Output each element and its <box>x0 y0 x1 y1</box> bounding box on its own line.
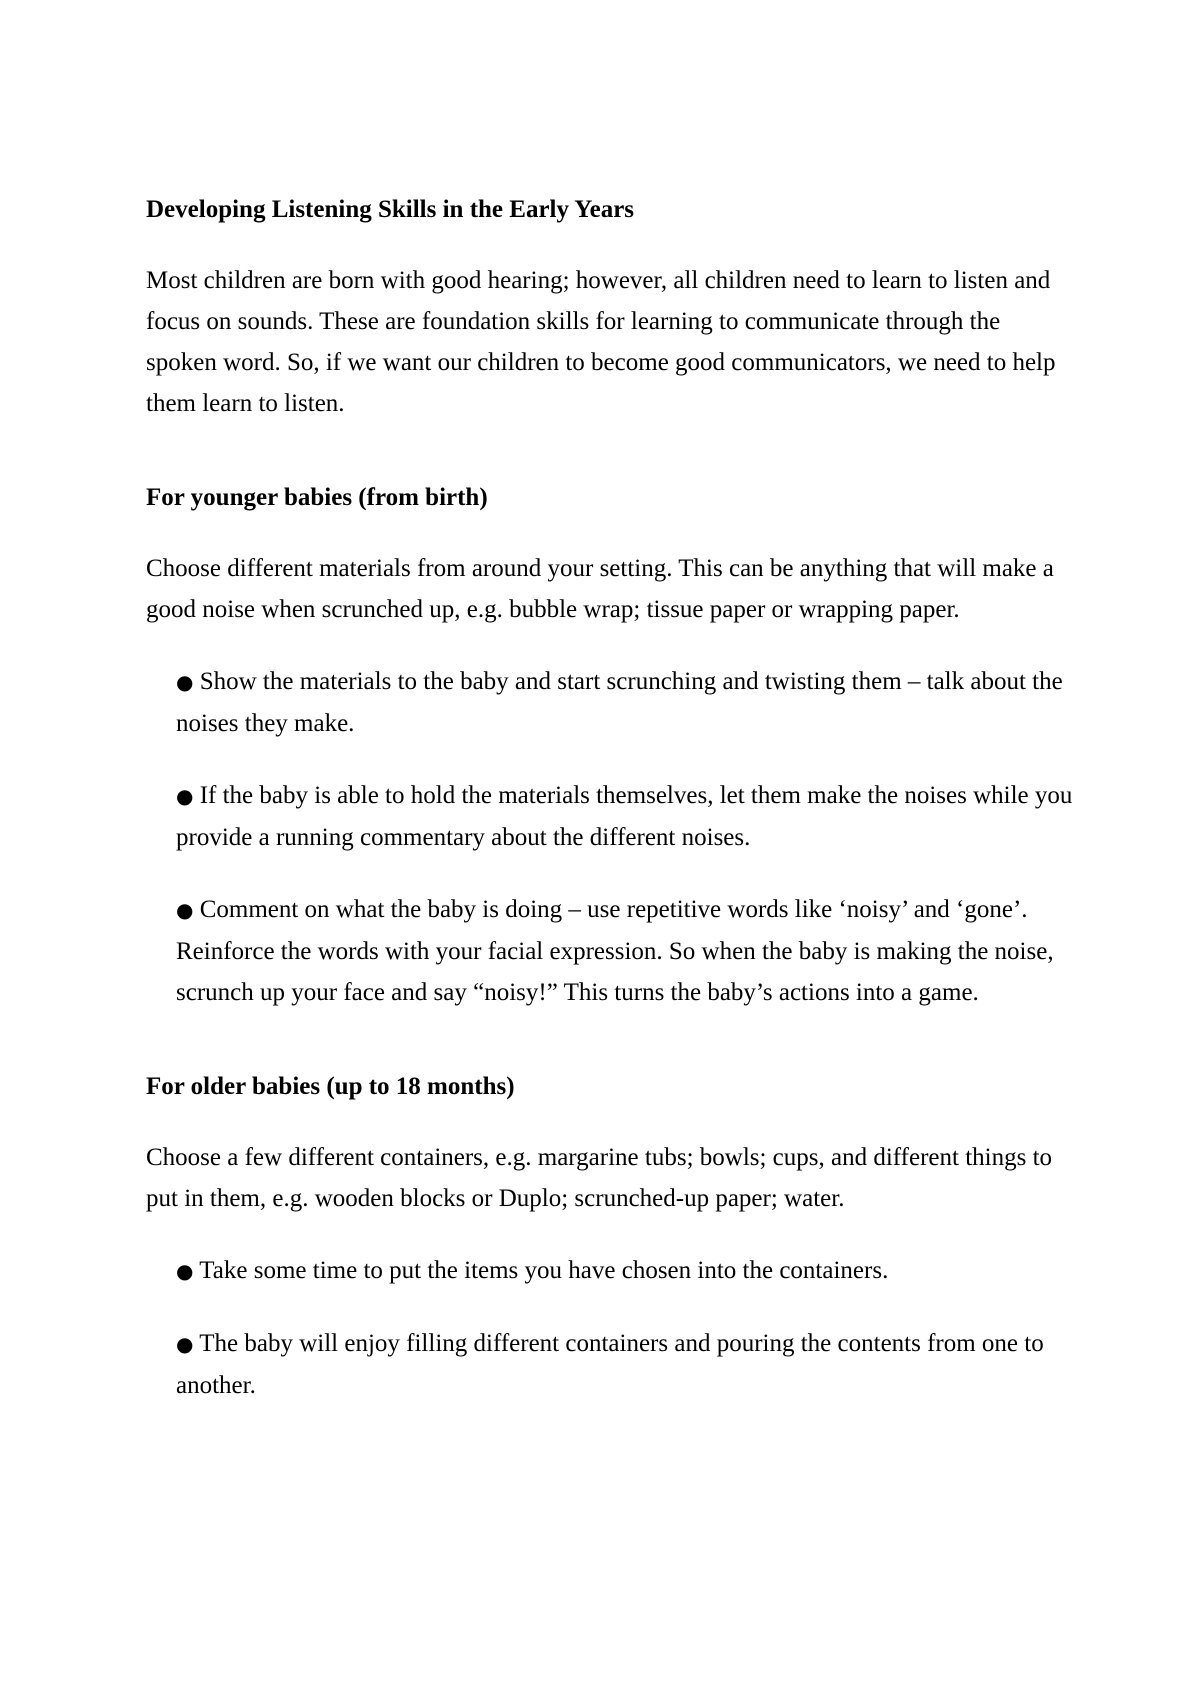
list-item <box>146 889 1076 1013</box>
bullet-icon: ● <box>176 1259 194 1283</box>
section-heading: For older babies (up to 18 months) <box>146 1073 515 1100</box>
section-paragraph: Choose a few different containers, e.g. margarine tubs; bowls; cups, and different things to put in them, e.g. wooden blocks or Duplo; scrunched-up paper; water. <box>146 1144 1053 1212</box>
list-item <box>146 661 1076 744</box>
list-item <box>146 1323 1076 1406</box>
bullet-icon: ● <box>176 784 194 808</box>
document-body <box>146 189 1076 1437</box>
list-item-text: Comment on what the baby is doing – use repetitive words like ‘noisy’ and ‘gone’. Reinforce the words with your facial expression. So when the baby is making the noise, scrunch up your face and say “noisy!” This turns the baby’s actions into a game. <box>176 896 1054 1006</box>
list-item-text: If the baby is able to hold the materials themselves, let them make the noises while you provide a running commentary about the different noises. <box>176 782 1073 851</box>
list-item-text: Show the materials to the baby and start scrunching and twisting them – talk about the noises they make. <box>176 668 1063 737</box>
section-older-babies <box>146 1066 1076 1406</box>
list-item-text: Take some time to put the items you have chosen into the containers. <box>199 1257 889 1284</box>
list-item-text: The baby will enjoy filling different containers and pouring the contents from one to another. <box>176 1330 1044 1399</box>
bullet-list <box>146 661 1076 1013</box>
intro-paragraph: Most children are born with good hearing; however, all children need to learn to listen and focus on sounds. These are foundation skills for learning to communicate through the spoken word. So, if we want our children to become good communicators, we need to help them learn to listen. <box>146 267 1056 417</box>
bullet-list <box>146 1250 1076 1406</box>
list-item <box>146 775 1076 858</box>
bullet-icon: ● <box>176 1332 194 1356</box>
bullet-icon: ● <box>176 898 194 922</box>
section-heading: For younger babies (from birth) <box>146 484 488 511</box>
document-title: Developing Listening Skills in the Early Years <box>146 196 635 223</box>
section-paragraph: Choose different materials from around your setting. This can be anything that will make a good noise when scrunched up, e.g. bubble wrap; tissue paper or wrapping paper. <box>146 555 1054 623</box>
section-younger-babies <box>146 477 1076 1013</box>
list-item <box>146 1250 1076 1292</box>
bullet-icon: ● <box>176 670 194 694</box>
